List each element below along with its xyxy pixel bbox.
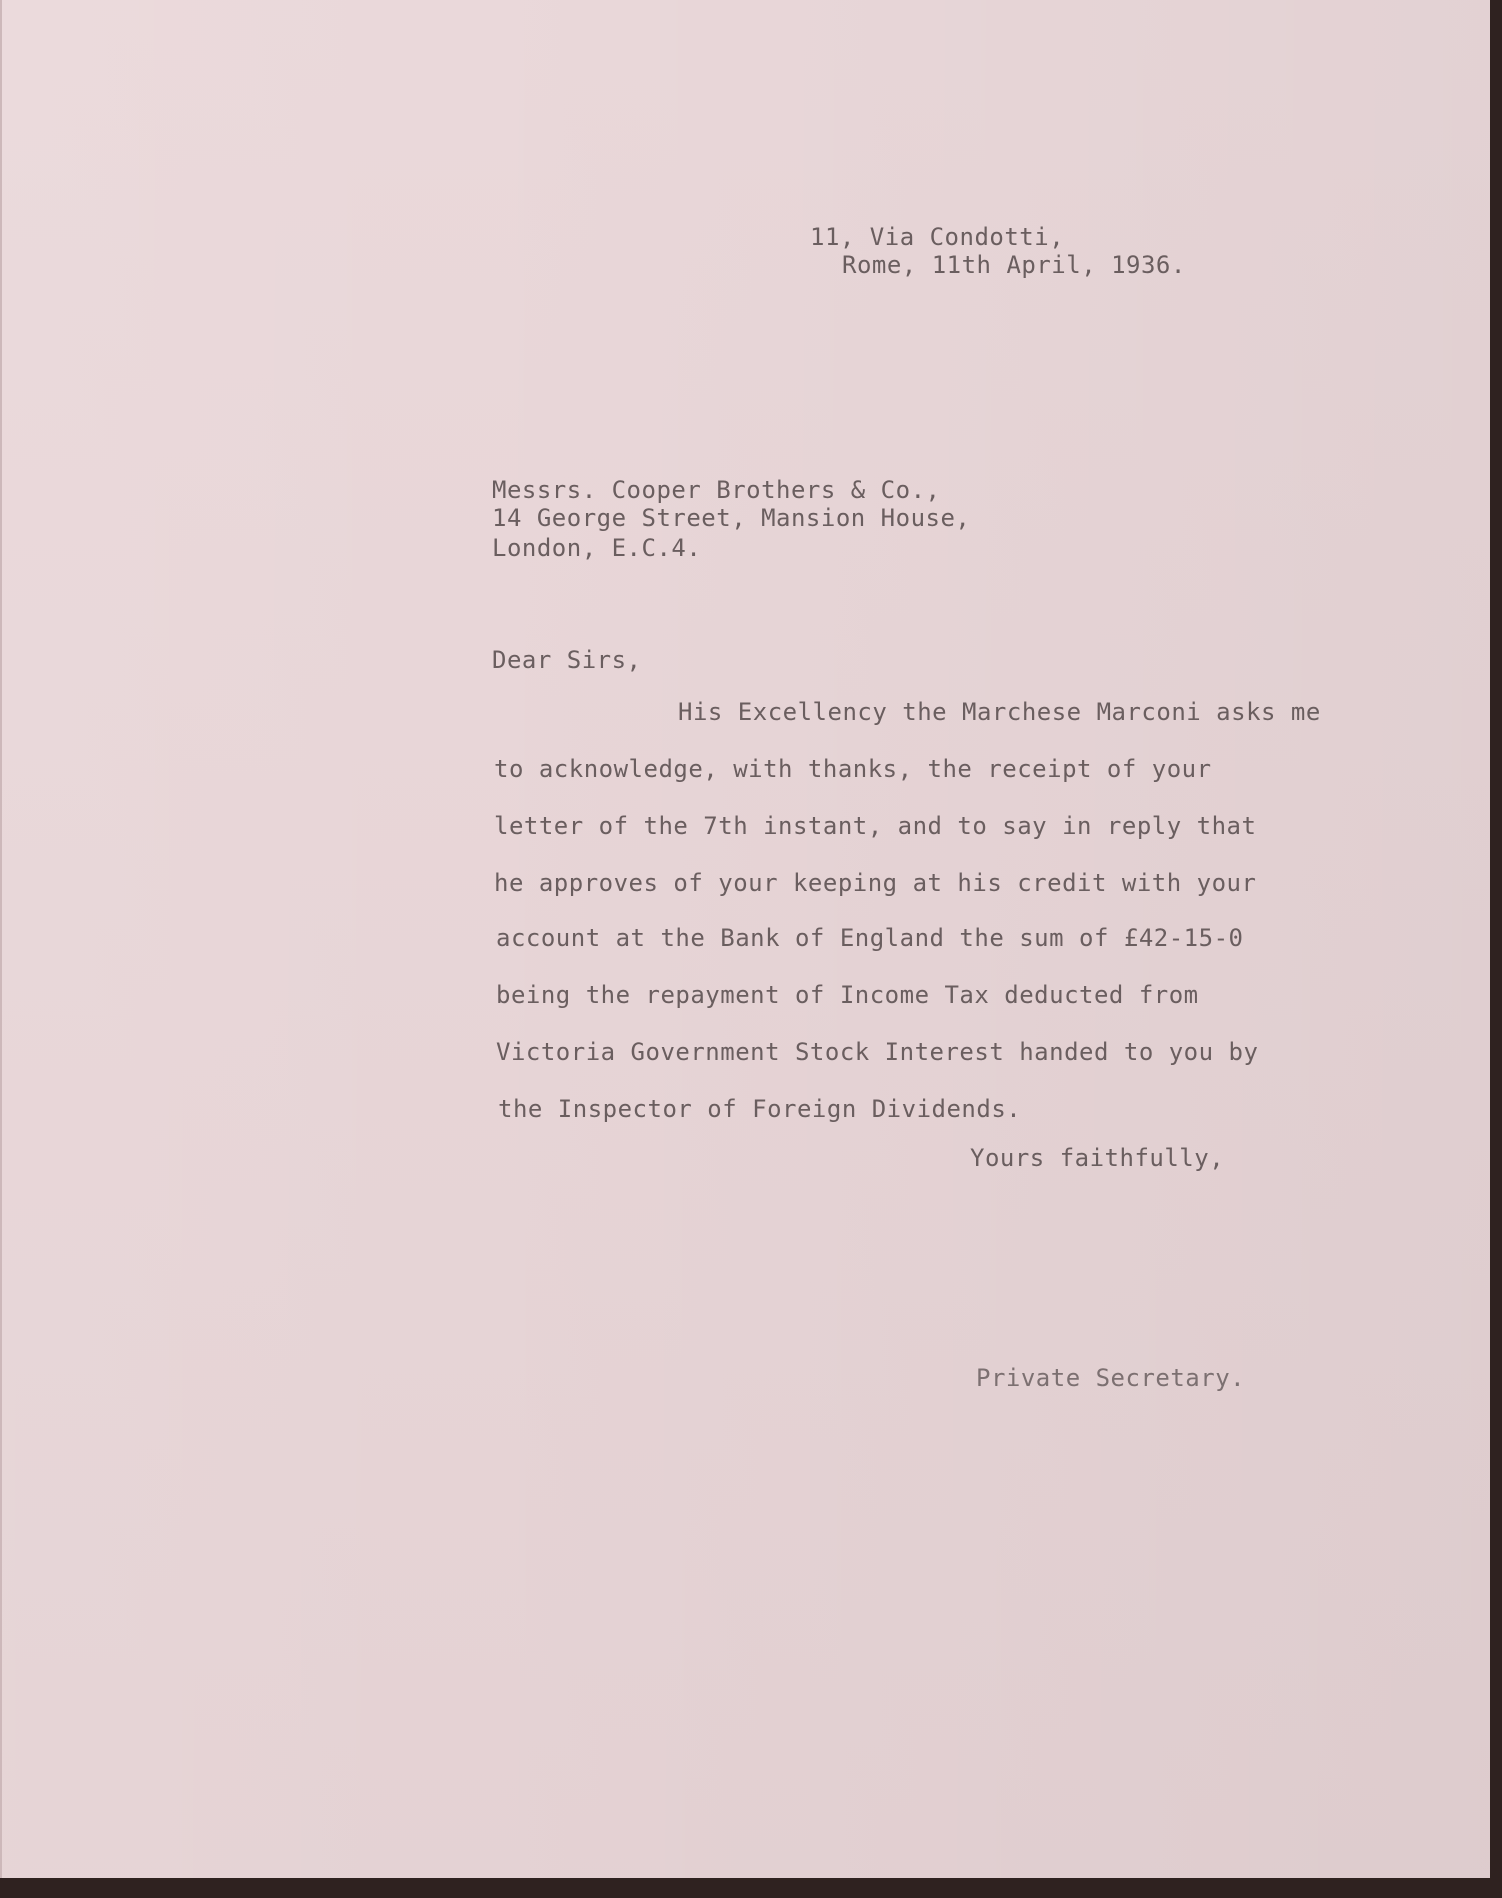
sender-address-line-1: 11, Via Condotti, xyxy=(810,223,1065,251)
body-line: letter of the 7th instant, and to say in reply that xyxy=(494,812,1257,840)
scan-edge-bottom xyxy=(0,1878,1502,1898)
scan-edge-right xyxy=(1490,0,1502,1898)
body-line: being the repayment of Income Tax deducted from xyxy=(496,981,1199,1009)
salutation: Dear Sirs, xyxy=(492,646,642,674)
recipient-city: London, E.C.4. xyxy=(492,534,702,562)
body-line: to acknowledge, with thanks, the receipt of your xyxy=(494,755,1212,783)
body-line: account at the Bank of England the sum of £42-15-0 xyxy=(496,924,1244,952)
body-line: Victoria Government Stock Interest handed to you by xyxy=(496,1038,1259,1066)
body-line: he approves of your keeping at his credit with your xyxy=(494,869,1257,897)
signature-title: Private Secretary. xyxy=(976,1364,1246,1392)
body-line: His Excellency the Marchese Marconi asks me xyxy=(678,698,1321,726)
recipient-street: 14 George Street, Mansion House, xyxy=(492,504,971,532)
sender-address-date-line: Rome, 11th April, 1936. xyxy=(842,251,1186,279)
body-line: the Inspector of Foreign Dividends. xyxy=(498,1095,1022,1123)
recipient-name: Messrs. Cooper Brothers & Co., xyxy=(492,476,941,504)
closing: Yours faithfully, xyxy=(970,1144,1225,1172)
